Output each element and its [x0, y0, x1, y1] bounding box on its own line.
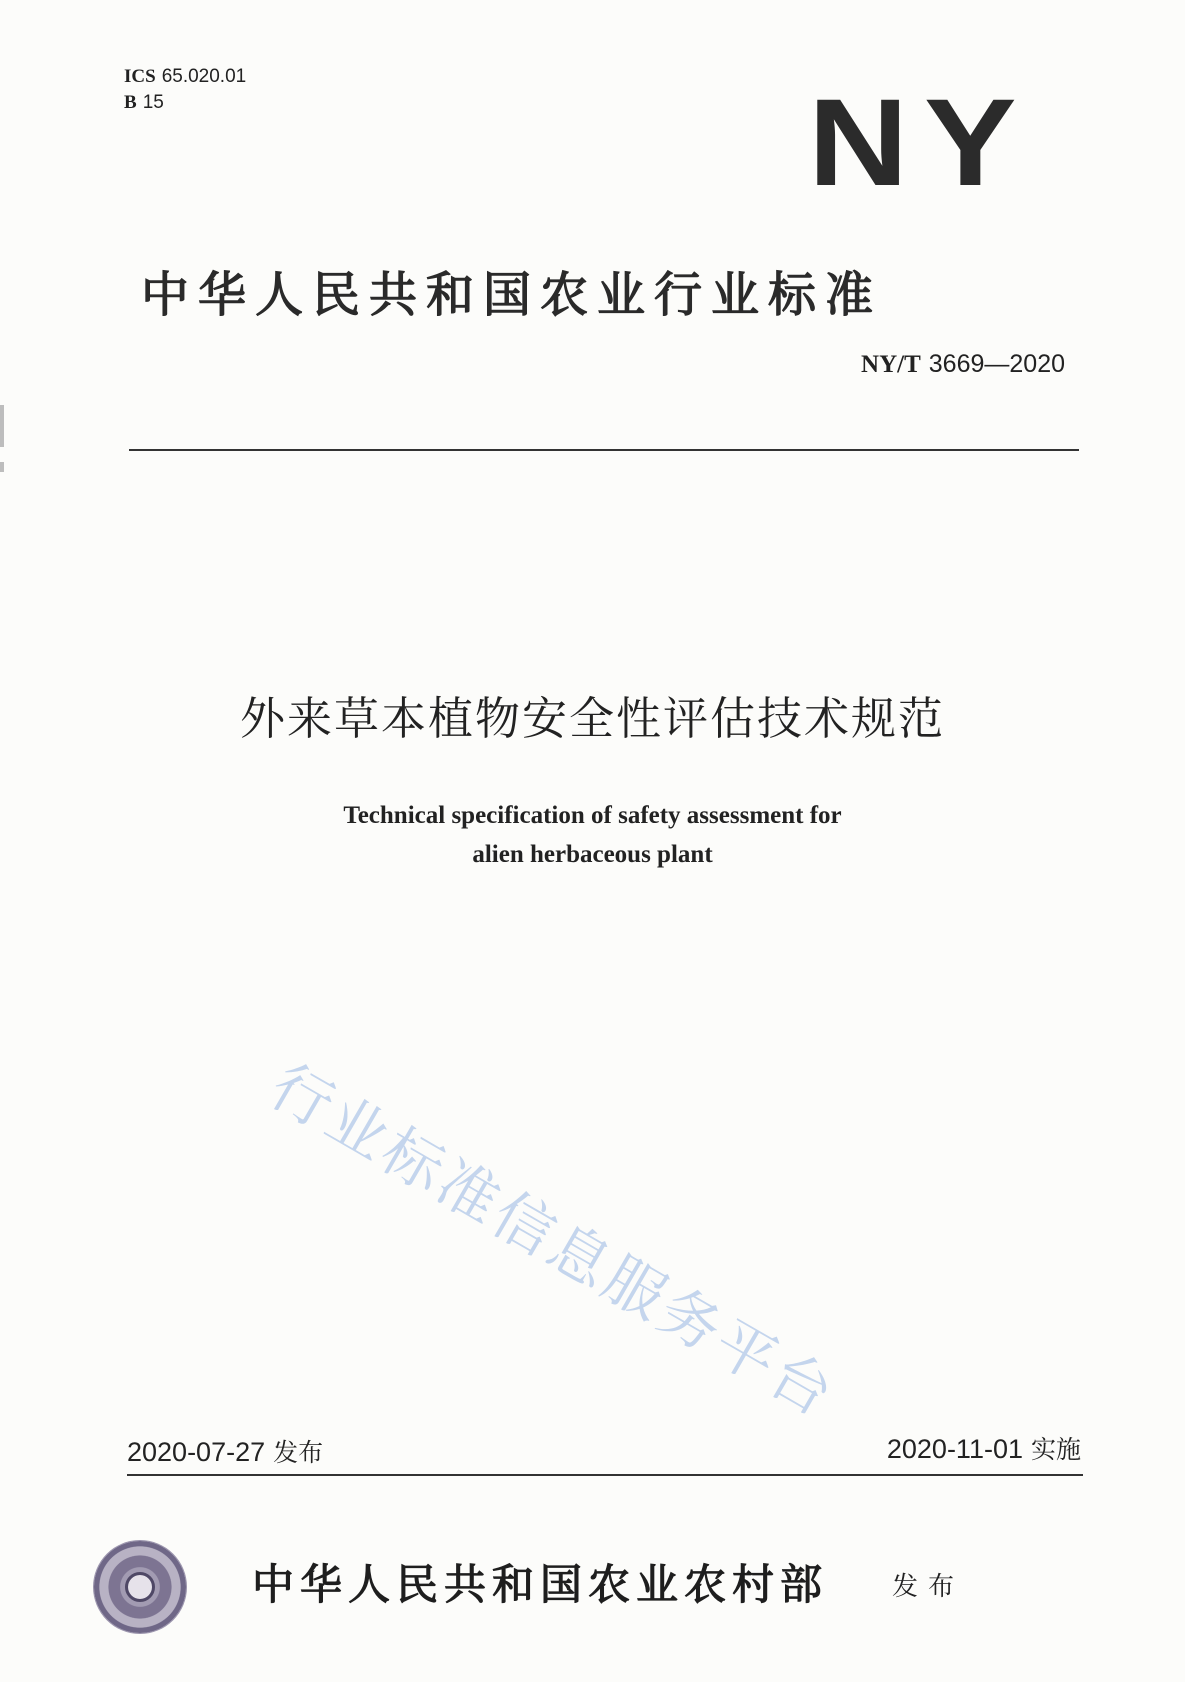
scan-edge-mark: [0, 405, 4, 447]
ics-value: 65.020.01: [161, 66, 247, 87]
watermark: 行业标准信息服务平台: [258, 1051, 848, 1432]
publish-date-value: 2020-07-27: [127, 1437, 266, 1467]
publish-date-label: 发布: [273, 1438, 324, 1467]
scan-edge-mark: [0, 462, 4, 472]
publisher-name: 中华人民共和国农业农村部: [252, 1560, 829, 1609]
ny-logo: NY: [808, 74, 1033, 212]
ccs-label: B: [124, 92, 137, 113]
classification-codes: [124, 64, 246, 116]
document-title-en-line2: alien herbaceous plant: [472, 841, 713, 868]
document-title-cn: 外来草本植物安全性评估技术规范: [239, 692, 945, 745]
ics-code: [124, 64, 246, 90]
ics-label: ICS: [124, 66, 156, 87]
publish-date: [127, 1433, 323, 1469]
document-title-en: [0, 796, 1185, 874]
standard-category-title: 中华人民共和国农业行业标准: [141, 267, 883, 323]
header-divider: [129, 449, 1079, 451]
footer-divider: [127, 1474, 1083, 1476]
document-title-en-line1: Technical specification of safety assessment for: [343, 802, 842, 829]
ministry-seal-icon: [94, 1541, 186, 1633]
ccs-code: [124, 90, 246, 116]
standard-number: [861, 350, 1065, 379]
standard-number-prefix: NY/T: [861, 351, 921, 378]
ccs-value: 15: [142, 92, 164, 113]
effective-date: [887, 1430, 1081, 1466]
publisher-suffix: 发布: [892, 1572, 965, 1602]
effective-date-label: 实施: [1030, 1435, 1081, 1464]
seal-emblem-icon: [125, 1572, 155, 1602]
effective-date-value: 2020-11-01: [886, 1434, 1023, 1464]
standard-number-value: 3669—2020: [928, 350, 1065, 378]
